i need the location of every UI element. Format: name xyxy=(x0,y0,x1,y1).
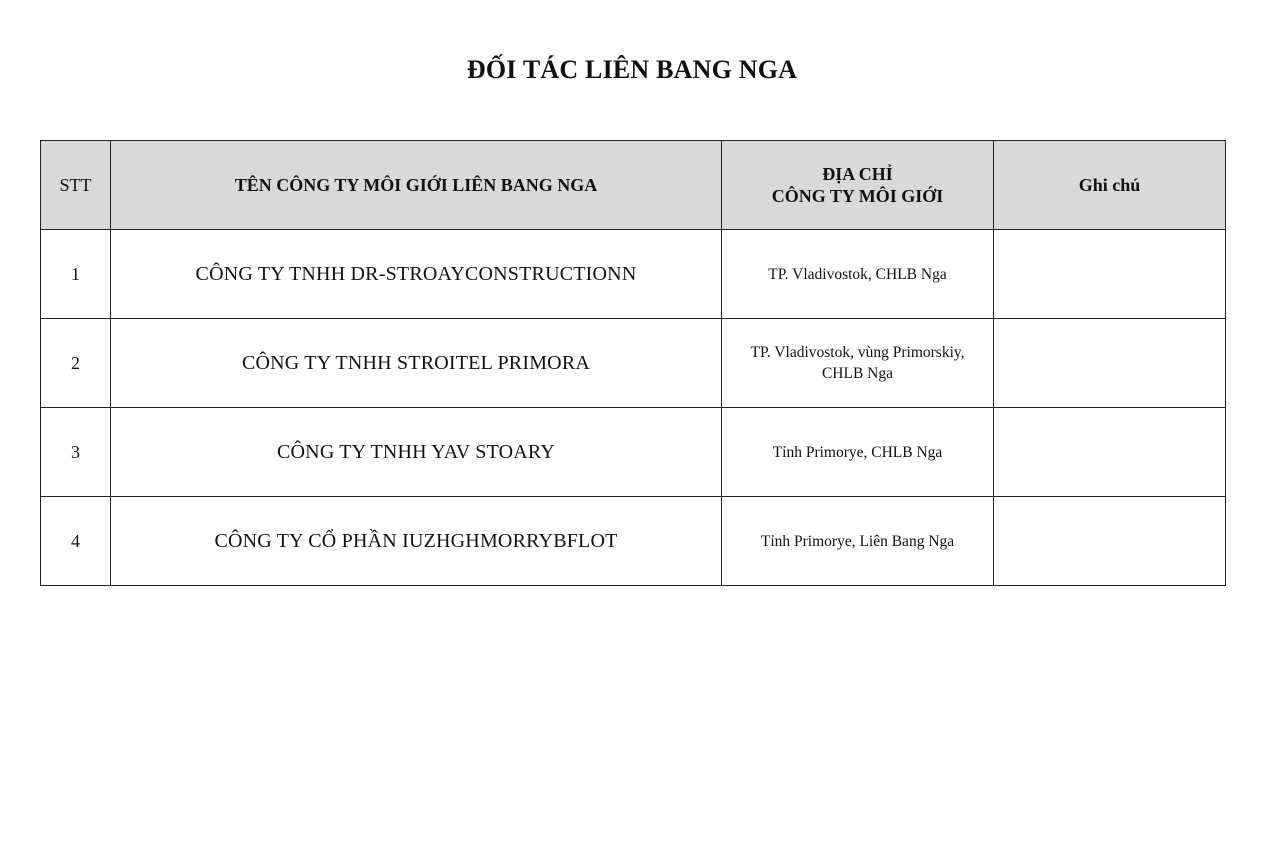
document-title: ĐỐI TÁC LIÊN BANG NGA xyxy=(466,55,798,84)
row-address xyxy=(722,319,994,408)
row-company-name: CÔNG TY TNHH DR-STROAYCONSTRUCTIONN xyxy=(111,230,722,319)
row-stt: 2 xyxy=(41,319,111,408)
row-address-line1: Tỉnh Primorye, CHLB Nga xyxy=(772,443,943,461)
row-stt: 3 xyxy=(41,408,111,497)
row-address-line1: TP. Vladivostok, vùng Primorskiy, xyxy=(750,344,965,361)
row-note xyxy=(994,230,1226,319)
row-note xyxy=(994,497,1226,586)
partners-table xyxy=(40,140,1226,586)
header-address-line1: ĐỊA CHỈ xyxy=(822,164,893,184)
row-address xyxy=(722,408,994,497)
table-row xyxy=(41,408,1226,497)
table-row xyxy=(41,230,1226,319)
table-header-row xyxy=(41,141,1226,230)
table-row xyxy=(41,319,1226,408)
header-stt: STT xyxy=(41,141,111,230)
row-stt: 4 xyxy=(41,497,111,586)
row-stt: 1 xyxy=(41,230,111,319)
row-address-line1: Tỉnh Primorye, Liên Bang Nga xyxy=(760,532,955,550)
table-row xyxy=(41,497,1226,586)
row-company-name: CÔNG TY CỔ PHẦN IUZHGHMORRYBFLOT xyxy=(111,497,722,586)
header-address xyxy=(722,141,994,230)
header-company-name: TÊN CÔNG TY MÔI GIỚI LIÊN BANG NGA xyxy=(111,141,722,230)
row-company-name: CÔNG TY TNHH STROITEL PRIMORA xyxy=(111,319,722,408)
row-company-name: CÔNG TY TNHH YAV STOARY xyxy=(111,408,722,497)
row-address xyxy=(722,497,994,586)
row-address-line1: TP. Vladivostok, CHLB Nga xyxy=(768,265,947,283)
header-note: Ghi chú xyxy=(994,141,1226,230)
row-note xyxy=(994,319,1226,408)
row-note xyxy=(994,408,1226,497)
header-address-line2: CÔNG TY MÔI GIỚI xyxy=(771,186,944,206)
row-address xyxy=(722,230,994,319)
row-address-line2: CHLB Nga xyxy=(821,365,894,382)
